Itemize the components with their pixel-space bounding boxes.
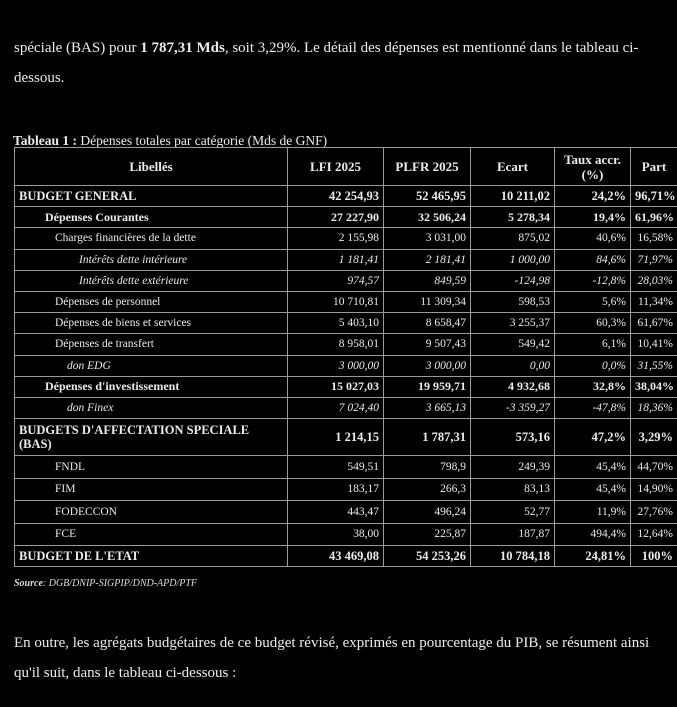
row-value: 11 309,34	[384, 291, 471, 312]
row-label: Intérêts dette extérieure	[15, 270, 288, 291]
table-row	[15, 334, 677, 355]
row-label: FNDL	[15, 456, 288, 479]
table-row	[15, 376, 677, 397]
row-value: 1 000,00	[471, 249, 555, 270]
row-value: 24,81%	[555, 546, 631, 567]
row-value: 549,51	[288, 456, 384, 479]
source-text: : DGB/DNIP-SIGPIP/DND-APD/PTF	[42, 578, 198, 589]
caption-text: Dépenses totales par catégorie (Mds de GNF)	[77, 133, 328, 148]
caption-label: Tableau 1 :	[13, 133, 78, 148]
table-row	[15, 355, 677, 376]
row-value: 45,4%	[555, 478, 631, 501]
header-part: Part	[631, 148, 677, 186]
row-value: 3 665,13	[384, 397, 471, 418]
row-value: 1 787,31	[384, 419, 471, 456]
row-value: 1 181,41	[288, 249, 384, 270]
row-value: 12,64%	[631, 523, 677, 546]
row-value: 52,77	[471, 501, 555, 524]
row-value: 3 255,37	[471, 313, 555, 334]
row-value: 31,55%	[631, 355, 677, 376]
row-value: 0,00	[471, 355, 555, 376]
row-label: Dépenses Courantes	[15, 207, 288, 228]
row-value: 40,6%	[555, 228, 631, 249]
row-value: 496,24	[384, 501, 471, 524]
row-value: 11,9%	[555, 501, 631, 524]
table-row	[15, 270, 677, 291]
row-value: 443,47	[288, 501, 384, 524]
row-value: 47,2%	[555, 419, 631, 456]
row-value: 266,3	[384, 478, 471, 501]
row-value: 61,96%	[631, 207, 677, 228]
row-value: 61,67%	[631, 313, 677, 334]
table-row	[15, 228, 677, 249]
intro-paragraph	[14, 33, 664, 93]
row-value: 798,9	[384, 456, 471, 479]
row-value: 54 253,26	[384, 546, 471, 567]
row-value: 0,0%	[555, 355, 631, 376]
row-value: 5,6%	[555, 291, 631, 312]
row-value: 38,04%	[631, 376, 677, 397]
row-value: 3 031,00	[384, 228, 471, 249]
row-value: 32,8%	[555, 376, 631, 397]
row-value: 83,13	[471, 478, 555, 501]
header-libelles: Libellés	[15, 148, 288, 186]
row-label: don EDG	[15, 355, 288, 376]
row-value: 19 959,71	[384, 376, 471, 397]
row-value: 225,87	[384, 523, 471, 546]
row-label: Dépenses de transfert	[15, 334, 288, 355]
row-value: 3 000,00	[288, 355, 384, 376]
header-plfr-2025: PLFR 2025	[384, 148, 471, 186]
row-value: 5 403,10	[288, 313, 384, 334]
header-taux: Taux accr.(%)	[555, 148, 631, 186]
table-row	[15, 249, 677, 270]
row-value: 28,03%	[631, 270, 677, 291]
row-value: 100%	[631, 546, 677, 567]
row-value: 10 710,81	[288, 291, 384, 312]
row-value: 15 027,03	[288, 376, 384, 397]
row-value: 7 024,40	[288, 397, 384, 418]
table-row	[15, 186, 677, 207]
row-label: Dépenses d'investissement	[15, 376, 288, 397]
row-value: 60,3%	[555, 313, 631, 334]
row-label: BUDGET GENERAL	[15, 186, 288, 207]
row-value: 45,4%	[555, 456, 631, 479]
table-row	[15, 207, 677, 228]
row-value: 32 506,24	[384, 207, 471, 228]
row-label: Dépenses de personnel	[15, 291, 288, 312]
row-value: 27,76%	[631, 501, 677, 524]
row-value: 27 227,90	[288, 207, 384, 228]
row-value: 3,29%	[631, 419, 677, 456]
table-row	[15, 546, 677, 567]
row-value: 8 958,01	[288, 334, 384, 355]
table-body	[15, 186, 677, 567]
table-row	[15, 523, 677, 546]
row-value: 974,57	[288, 270, 384, 291]
row-label: Intérêts dette intérieure	[15, 249, 288, 270]
row-value: 84,6%	[555, 249, 631, 270]
outro-paragraph: En outre, les agrégats budgétaires de ce budget révisé, exprimés en pourcentage du PIB, se résument ainsi qu'il suit, dans le tableau ci-dessous :	[14, 635, 650, 681]
header-ecart: Ecart	[471, 148, 555, 186]
table-row	[15, 456, 677, 479]
row-value: 16,58%	[631, 228, 677, 249]
row-value: 44,70%	[631, 456, 677, 479]
row-label: don Finex	[15, 397, 288, 418]
row-value: 11,34%	[631, 291, 677, 312]
row-value: 187,87	[471, 523, 555, 546]
expenses-table	[14, 147, 677, 567]
intro-amount: 1 787,31 Mds	[140, 40, 225, 56]
intro-text-before: spéciale (BAS) pour	[14, 40, 141, 56]
table-row	[15, 419, 677, 456]
row-value: -47,8%	[555, 397, 631, 418]
table-header-row	[15, 148, 677, 186]
row-value: 249,39	[471, 456, 555, 479]
table-row	[15, 291, 677, 312]
row-value: 19,4%	[555, 207, 631, 228]
row-label: BUDGETS D'AFFECTATION SPECIALE (BAS)	[15, 419, 288, 456]
row-value: 42 254,93	[288, 186, 384, 207]
header-lfi-2025: LFI 2025	[288, 148, 384, 186]
row-value: 494,4%	[555, 523, 631, 546]
row-label: BUDGET DE L'ETAT	[15, 546, 288, 567]
row-label: FCE	[15, 523, 288, 546]
row-value: 96,71%	[631, 186, 677, 207]
row-value: 71,97%	[631, 249, 677, 270]
table-row	[15, 397, 677, 418]
source-note	[14, 578, 197, 589]
row-value: 14,90%	[631, 478, 677, 501]
row-value: 3 000,00	[384, 355, 471, 376]
row-value: -12,8%	[555, 270, 631, 291]
row-value: 38,00	[288, 523, 384, 546]
row-value: 598,53	[471, 291, 555, 312]
row-value: 849,59	[384, 270, 471, 291]
row-value: 10 784,18	[471, 546, 555, 567]
row-value: 52 465,95	[384, 186, 471, 207]
row-label: FIM	[15, 478, 288, 501]
row-value: 1 214,15	[288, 419, 384, 456]
table-row	[15, 313, 677, 334]
row-value: 5 278,34	[471, 207, 555, 228]
row-value: 24,2%	[555, 186, 631, 207]
row-value: 549,42	[471, 334, 555, 355]
row-value: -124,98	[471, 270, 555, 291]
row-value: 183,17	[288, 478, 384, 501]
row-label: Charges financières de la dette	[15, 228, 288, 249]
intro-text-after: , soit 3,29%. Le détail des dépenses est mentionné dans le tableau ci-dessous.	[14, 40, 639, 86]
row-value: 10 211,02	[471, 186, 555, 207]
row-value: 8 658,47	[384, 313, 471, 334]
row-value: 10,41%	[631, 334, 677, 355]
row-value: 6,1%	[555, 334, 631, 355]
row-label: Dépenses de biens et services	[15, 313, 288, 334]
table-row	[15, 501, 677, 524]
row-value: 18,36%	[631, 397, 677, 418]
row-value: 4 932,68	[471, 376, 555, 397]
row-value: 2 155,98	[288, 228, 384, 249]
row-value: -3 359,27	[471, 397, 555, 418]
row-label: FODECCON	[15, 501, 288, 524]
row-value: 2 181,41	[384, 249, 471, 270]
row-value: 43 469,08	[288, 546, 384, 567]
table-row	[15, 478, 677, 501]
row-value: 9 507,43	[384, 334, 471, 355]
source-label: Source	[14, 578, 43, 589]
row-value: 573,16	[471, 419, 555, 456]
row-value: 875,02	[471, 228, 555, 249]
